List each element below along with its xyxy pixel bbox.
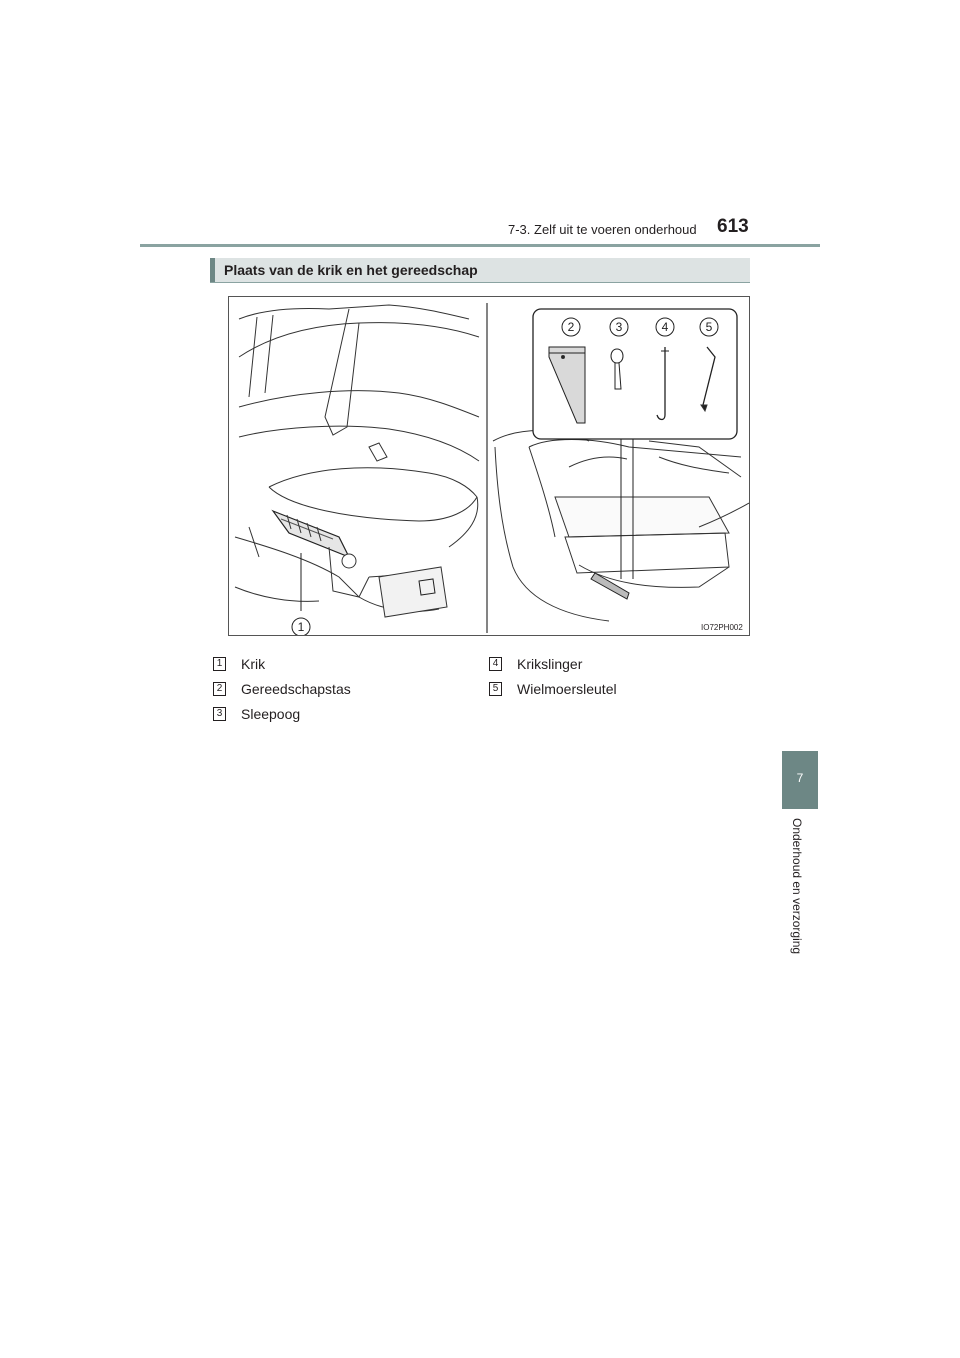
callout-1 bbox=[292, 618, 310, 636]
callout-4-label: 4 bbox=[661, 320, 669, 334]
callout-4 bbox=[656, 318, 674, 336]
callout-3-label: 3 bbox=[615, 320, 623, 334]
legend-label: Gereedschapstas bbox=[241, 681, 351, 697]
callout-2 bbox=[562, 318, 580, 336]
chapter-number: 7 bbox=[796, 771, 804, 785]
header-rule bbox=[140, 244, 820, 247]
legend-label: Sleepoog bbox=[241, 706, 301, 722]
legend-number: 1 bbox=[213, 657, 226, 671]
section-heading-bar bbox=[210, 258, 750, 282]
header-section: 7-3. Zelf uit te voeren onderhoud bbox=[508, 222, 697, 237]
chapter-label: Onderhoud en verzorging bbox=[790, 818, 804, 955]
section-heading-rule bbox=[210, 282, 750, 283]
callout-1-label: 1 bbox=[297, 620, 305, 634]
legend-number: 4 bbox=[489, 657, 502, 671]
legend-label: Wielmoersleutel bbox=[517, 681, 617, 697]
legend-label: Krik bbox=[241, 656, 266, 672]
rear-seat-drawing bbox=[235, 305, 479, 611]
chapter-tab[interactable] bbox=[782, 751, 818, 809]
illustration bbox=[228, 296, 750, 636]
figure-code: IO72PH002 bbox=[701, 623, 743, 632]
legend-number: 2 bbox=[213, 682, 226, 696]
callout-3 bbox=[610, 318, 628, 336]
legend-number: 3 bbox=[213, 707, 226, 721]
callout-5-label: 5 bbox=[705, 320, 713, 334]
illustration-drawing bbox=[229, 297, 750, 636]
callout-5 bbox=[700, 318, 718, 336]
callout-2-label: 2 bbox=[567, 320, 575, 334]
legend-label: Krikslinger bbox=[517, 656, 583, 672]
legend-number: 5 bbox=[489, 682, 502, 696]
section-title: Plaats van de krik en het gereedschap bbox=[224, 262, 478, 278]
page-number: 613 bbox=[717, 216, 749, 237]
